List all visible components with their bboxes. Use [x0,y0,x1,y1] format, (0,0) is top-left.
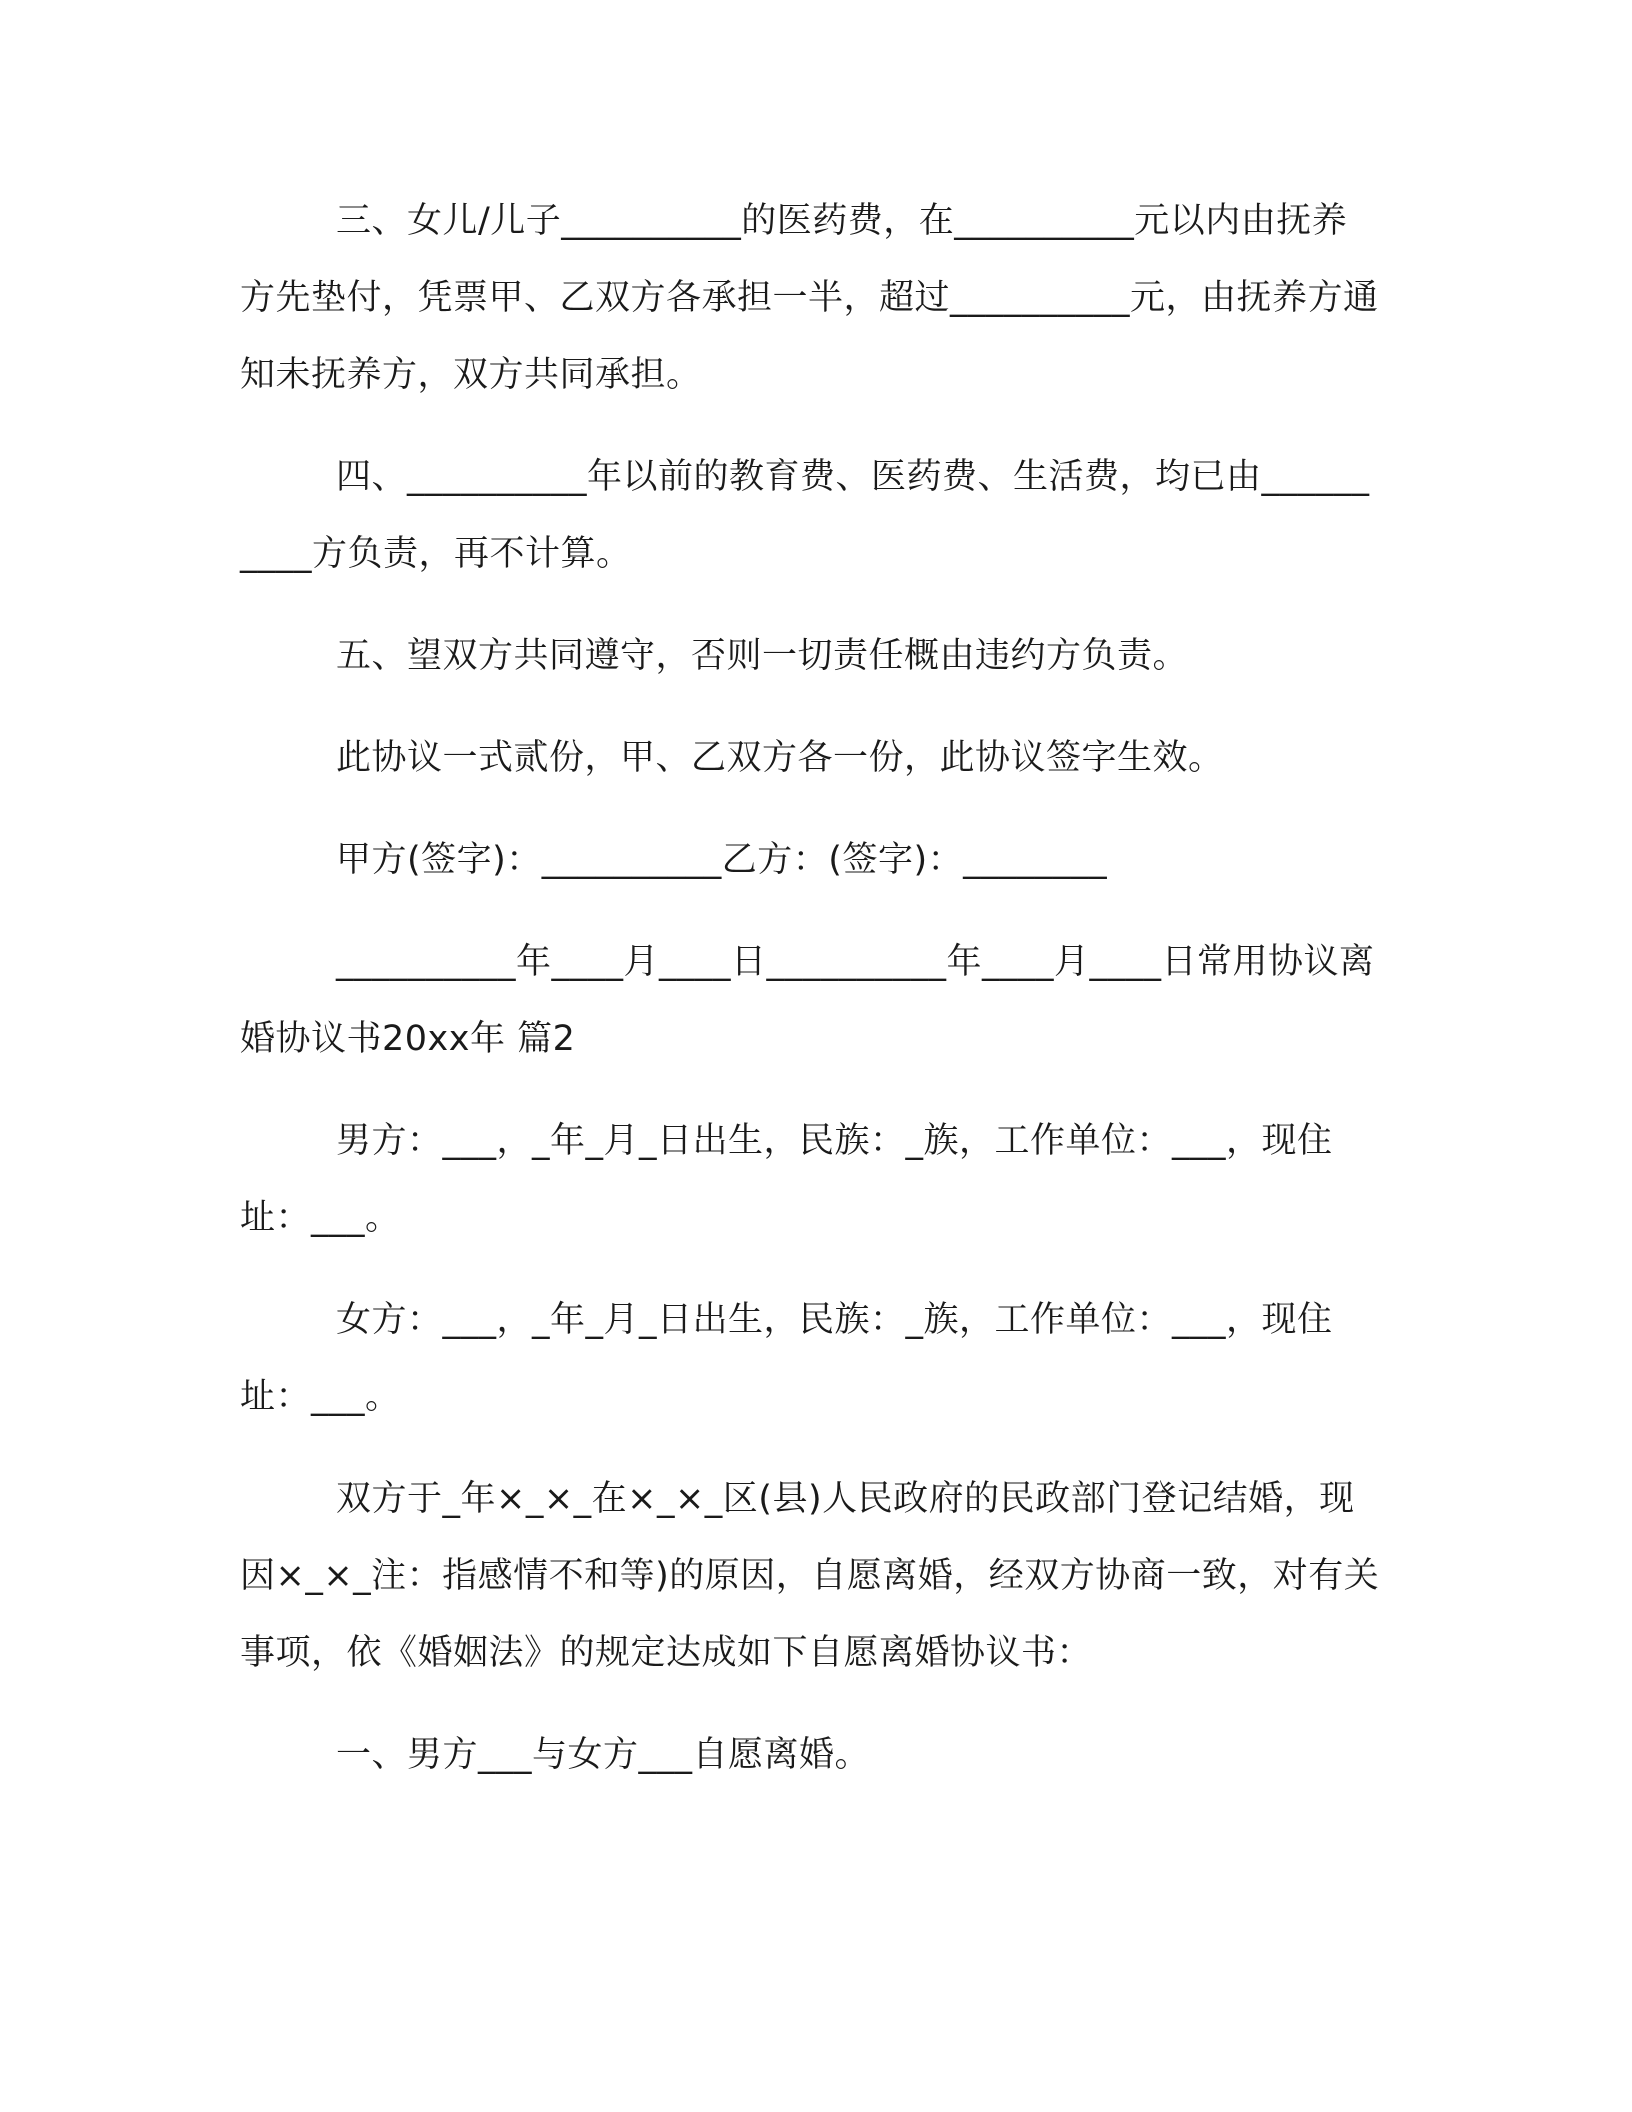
marriage-registration-statement: 双方于_年×_×_在×_×_区(县)人民政府的民政部门登记结婚，现因×_×_注：指感情不和等)的原因，自愿离婚，经双方协商一致，对有关事项，依《婚姻法》的规定达成如下自愿离婚协议书： [240,1479,1380,1673]
agreement-copies-note: 此协议一式贰份，甲、乙双方各一份，此协议签字生效。 [336,738,1224,778]
clause-five-compliance: 五、望双方共同遵守，否则一切责任概由违约方负责。 [336,636,1189,676]
male-party-info: 男方：___，_年_月_日出生，民族：_族，工作单位：___，现住址：___。 [240,1121,1333,1238]
clause-four-prior-costs: 四、__________年以前的教育费、医药费、生活费，均已由__________方负责，再不计算。 [240,457,1370,574]
clause-one-divorce: 一、男方___与女方___自愿离婚。 [336,1735,871,1775]
clause-three-medical-costs: 三、女儿/儿子__________的医药费，在__________元以内由抚养方先垫付，凭票甲、乙双方各承担一半，超过__________元，由抚养方通知未抚养方，双方共同承担。 [240,201,1379,395]
date-line-and-section-title: __________年____月____日__________年____月____日常用协议离婚协议书20xx年 篇2 [240,942,1375,1059]
signature-line: 甲方(签字)：__________乙方：(签字)：________ [336,840,1108,880]
document-body [240,183,1380,1819]
female-party-info: 女方：___，_年_月_日出生，民族：_族，工作单位：___，现住址：___。 [240,1300,1333,1417]
